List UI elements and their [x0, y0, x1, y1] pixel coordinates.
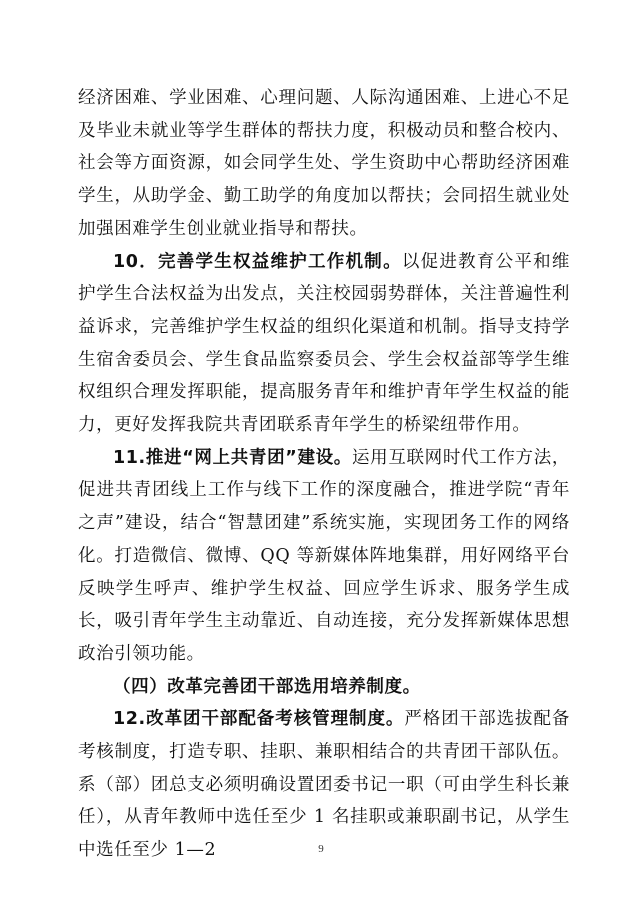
paragraph-item-10	[78, 246, 570, 442]
paragraph-text: 以促进教育公平和维护学生合法权益为出发点，关注校园弱势群体，关注普遍性利益诉求，完善维护学生权益的组织化渠道和机制。指导支持学生宿舍委员会、学生食品监察委员会、学生会权益部等学生维权组织合理发挥职能，提高服务青年和维护青年学生权益的能力，更好发挥我院共青团联系青年学生的桥梁纽带作用。	[78, 251, 570, 436]
section-heading: （四）改革完善团干部选用培养制度。	[113, 676, 421, 697]
paragraph-text: 严格团干部选拔配备考核制度，打造专职、挂职、兼职相结合的共青团干部队伍。系（部）团总支必须明确设置团委书记一职（可由学生科长兼任），从青年教师中选任至少 1 名挂职或兼职副书记，从学生中选任至少 1—2	[78, 709, 571, 861]
page-number: 9	[318, 843, 324, 855]
item-heading: 10．完善学生权益维护工作机制。	[113, 251, 402, 272]
item-heading: 12.改革团干部配备考核管理制度。	[113, 709, 405, 730]
paragraph-text: 运用互联网时代工作方法，促进共青团线上工作与线下工作的深度融合，推进学院“青年之声”建设，结合“智慧团建”系统实施，实现团务工作的网络化。打造微信、微博、QQ 等新媒体阵地集群，用好网络平台反映学生呼声、维护学生权益、回应学生诉求、服务学生成长，吸引青年学生主动靠近、自动连接，充分发挥新媒体思想政治引领功能。	[78, 447, 570, 664]
item-heading: 11.推进“网上共青团”建设。	[113, 447, 352, 468]
body-text	[78, 82, 570, 867]
paragraph-item-11	[78, 442, 570, 671]
paragraph-continuation	[78, 82, 570, 246]
paragraph-text: 经济困难、学业困难、心理问题、人际沟通困难、上进心不足及毕业未就业等学生群体的帮扶力度，积极动员和整合校内、社会等方面资源，如会同学生处、学生资助中心帮助经济困难学生，从助学金、勤工助学的角度加以帮扶；会同招生就业处加强困难学生创业就业指导和帮扶。	[78, 88, 570, 239]
